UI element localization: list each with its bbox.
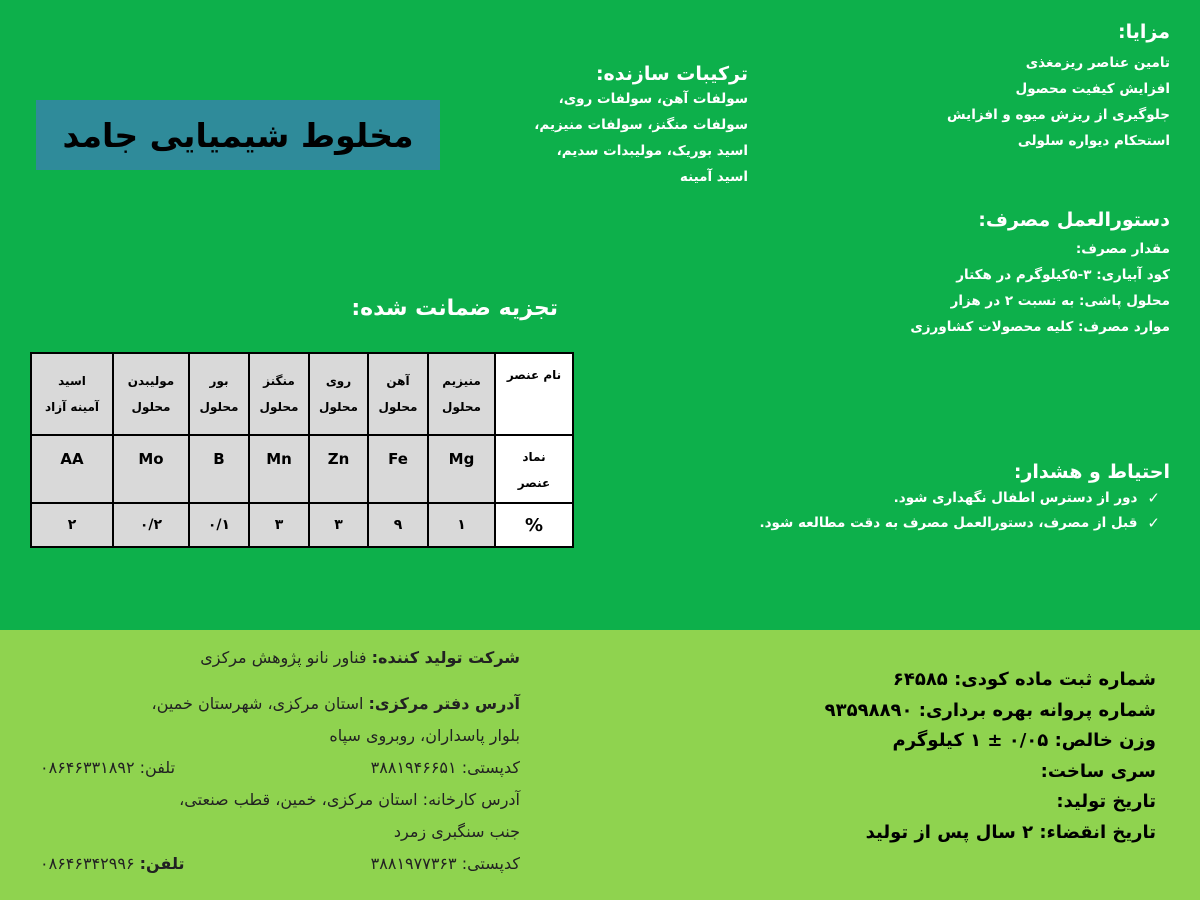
element-symbol-cell: B [189,435,249,503]
usage-item: مقدار مصرف: [1075,241,1170,257]
element-symbol-cell: Fe [368,435,428,503]
element-name-cell: روی محلول [309,353,368,435]
factory-address-line [40,784,520,816]
element-symbol-cell: Mn [249,435,309,503]
element-percent-cell: ۰/۱ [189,503,249,547]
element-percent-cell: ۱ [428,503,495,547]
ingredients-line: اسید بوریک، مولیبدات سدیم، [556,143,748,159]
element-symbol-cell: AA [31,435,113,503]
check-icon: ✓ [1147,514,1160,532]
symbol-label-cell: نماد عنصر [495,435,573,503]
caution-item [690,486,1160,511]
caution-item-text: قبل از مصرف، دستورالعمل مصرف به دقت مطالعه شود. [759,515,1138,531]
caution-title: احتیاط و هشدار: [1013,461,1170,483]
factory-postal: کدپستی: ۳۸۸۱۹۷۷۳۶۳ [370,854,520,873]
element-symbol-cell: Zn [309,435,368,503]
producer-line [40,642,520,674]
factory-phone: تلفن: ۰۸۶۴۶۳۴۲۹۹۶ [40,854,185,873]
advantage-item: افزایش کیفیت محصول [1015,81,1170,97]
advantages-title: مزایا: [1118,21,1170,43]
caution-item [690,511,1160,536]
ingredients-line: سولفات آهن، سولفات روی، [558,91,748,107]
advantage-item: تامین عناصر ریزمغذی [1025,55,1170,71]
percent-label-cell: % [495,503,573,547]
element-name-cell: آهن محلول [368,353,428,435]
element-name-cell: مولیبدن محلول [113,353,189,435]
advantage-item: استحکام دیواره سلولی [1017,133,1170,149]
analysis-title: تجزیه ضمانت شده: [351,296,558,321]
element-symbol-cell: Mo [113,435,189,503]
usage-item: موارد مصرف: کلیه محصولات کشاورزی [910,319,1170,335]
factory-address-label: آدرس کارخانه: [422,790,520,809]
advantages-section [850,20,1170,154]
advantage-item: جلوگیری از ریزش میوه و افزایش [947,107,1170,123]
factory-address-line2: جنب سنگبری زمرد [393,822,520,841]
element-name-cell: منگنز محلول [249,353,309,435]
producer-label: شرکت تولید کننده: [371,648,520,667]
factory-address-value: استان مرکزی، خمین، قطب صنعتی، [179,790,418,809]
ingredients-line: اسید آمینه [679,169,748,185]
office-address-line [40,688,520,720]
producer-value: فناور نانو پژوهش مرکزی [200,648,367,667]
header-label-cell: نام عنصر [495,353,573,435]
product-title: مخلوط شیمیایی جامد [36,100,440,170]
factory-contact-row [40,848,520,880]
usage-section [810,208,1170,340]
usage-title: دستورالعمل مصرف: [978,209,1170,231]
usage-item: محلول پاشی: به نسبت ۲ در هزار [950,293,1170,309]
ingredients-line: سولفات منگنز، سولفات منیزیم، [534,117,748,133]
office-address-line2: بلوار پاسداران، روبروی سپاه [329,726,520,745]
production-date: تاریخ تولید: [1056,791,1156,812]
license-number: شماره پروانه بهره برداری: ۹۳۵۹۸۸۹۰ [824,699,1156,721]
element-name-cell: بور محلول [189,353,249,435]
element-name-cell: اسید آمینه آزاد [31,353,113,435]
element-name-cell: منیزیم محلول [428,353,495,435]
element-percent-cell: ۳ [309,503,368,547]
element-percent-cell: ۳ [249,503,309,547]
usage-item: کود آبیاری: ۳-۵کیلوگرم در هکتار [956,267,1170,283]
element-percent-cell: ۹ [368,503,428,547]
analysis-table [30,352,572,548]
caution-section [690,460,1170,536]
office-address-value: استان مرکزی، شهرستان خمین، [151,694,364,713]
net-weight: وزن خالص: ۰/۰۵ ± ۱ کیلوگرم [892,730,1156,751]
element-percent-cell: ۲ [31,503,113,547]
batch-number: سری ساخت: [1040,760,1156,782]
registration-section [736,665,1156,848]
office-postal: کدپستی: ۳۸۸۱۹۴۶۶۵۱ [370,758,520,777]
caution-item-text: دور از دسترس اطفال نگهداری شود. [893,490,1138,506]
element-percent-cell: ۰/۲ [113,503,189,547]
office-contact-row [40,752,520,784]
registration-number: شماره ثبت ماده کودی: ۶۴۵۸۵ [892,669,1156,690]
office-address-label: آدرس دفتر مرکزی: [368,694,520,713]
ingredients-section [508,62,748,190]
expiry-date: تاریخ انقضاء: ۲ سال پس از تولید [865,821,1156,843]
check-icon: ✓ [1147,489,1160,507]
office-phone: تلفن: ۰۸۶۴۶۳۳۱۸۹۲ [40,758,176,777]
ingredients-title: ترکیبات سازنده: [595,63,748,85]
element-symbol-cell: Mg [428,435,495,503]
company-section [40,642,520,880]
